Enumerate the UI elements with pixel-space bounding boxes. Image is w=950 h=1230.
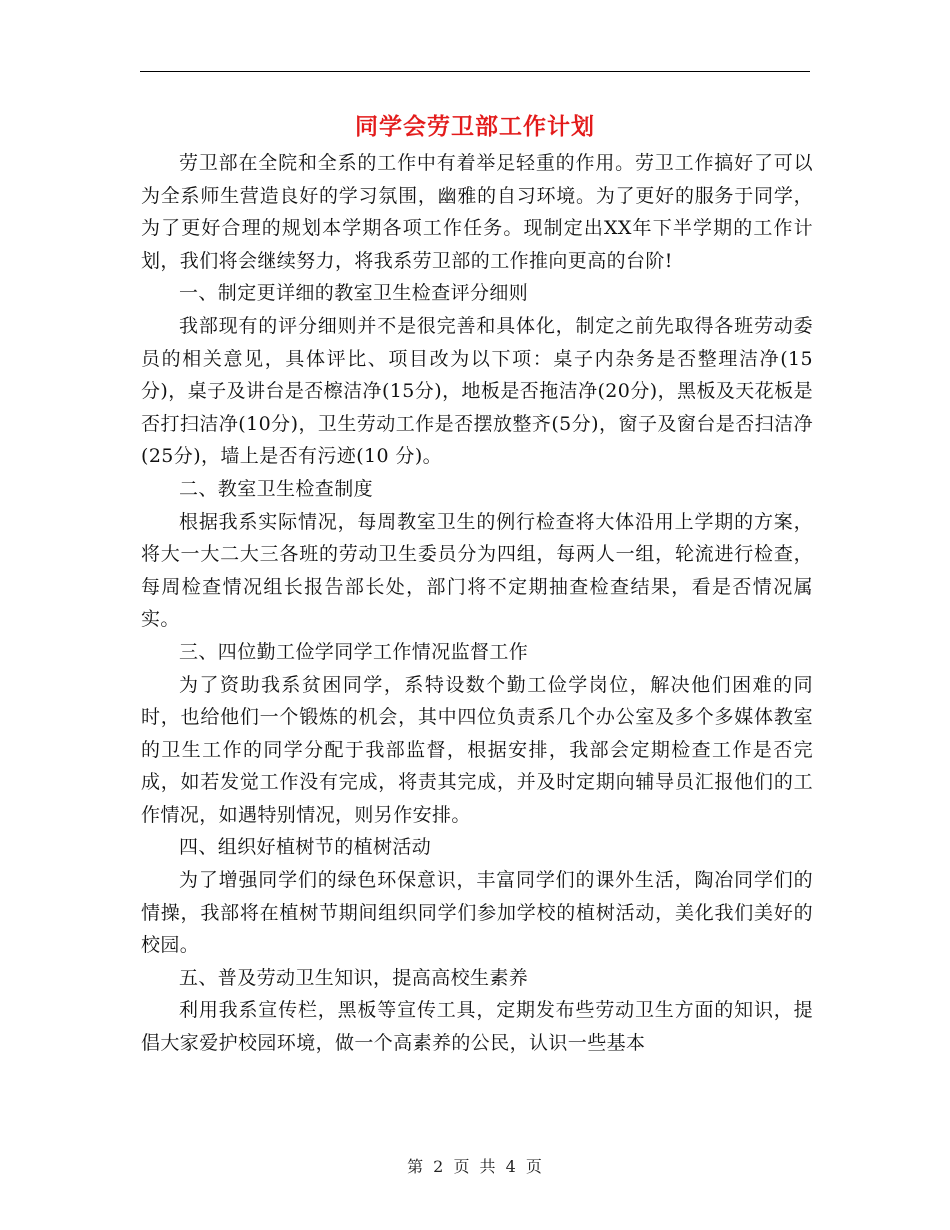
section-heading-4: 四、组织好植树节的植树活动 <box>179 836 432 859</box>
section-paragraph-1: 我部现有的评分细则并不是很完善和具体化，制定之前先取得各班劳动委员的相关意见，具体评比、项目改为以下项：桌子内杂务是否整理洁净(15分)，桌子及讲台是否檫洁净(15分)，地板是否拖洁净(20分)，黑板及天花板是否打扫洁净(10分)，卫生劳动工作是否摆放整齐(5分)，窗子及窗台是否扫洁净(25分)，墙上是否有污迹(10 分)。 <box>141 314 813 468</box>
page-number-footer: 第 2 页 共 4 页 <box>407 1157 543 1176</box>
intro-paragraph: 劳卫部在全院和全系的工作中有着举足轻重的作用。劳卫工作搞好了可以为全系师生营造良好的学习氛围，幽雅的自习环境。为了更好的服务于同学，为了更好合理的规划本学期各项工作任务。现制定出XX年下半学期的工作计划，我们将会继续努力，将我系劳卫部的工作推向更高的台阶! <box>141 152 813 272</box>
section-paragraph-2: 根据我系实际情况，每周教室卫生的例行检查将大体沿用上学期的方案，将大一大二大三各班的劳动卫生委员分为四组，每两人一组，轮流进行检查，每周检查情况组长报告部长处，部门将不定期抽查检查结果，看是否情况属实。 <box>141 510 813 631</box>
section-heading-3: 三、四位勤工俭学同学工作情况监督工作 <box>179 640 529 663</box>
document-title: 同学会劳卫部工作计划 <box>355 113 595 140</box>
section-paragraph-4: 为了增强同学们的绿色环保意识，丰富同学们的课外生活，陶冶同学们的情操，我部将在植树节期间组织同学们参加学校的植树活动，美化我们美好的校园。 <box>141 869 813 957</box>
section-paragraph-5: 利用我系宣传栏，黑板等宣传工具，定期发布些劳动卫生方面的知识，提倡大家爱护校园环境，做一个高素养的公民，认识一些基本 <box>141 999 813 1055</box>
section-heading-1: 一、制定更详细的教室卫生检查评分细则 <box>179 282 529 305</box>
section-paragraph-3: 为了资助我系贫困同学，系特设数个勤工俭学岗位，解决他们困难的同时，也给他们一个锻炼的机会，其中四位负责系几个办公室及多个多媒体教室的卫生工作的同学分配于我部监督，根据安排，我部会定期检查工作是否完成，如若发觉工作没有完成，将责其完成，并及时定期向辅导员汇报他们的工作情况，如遇特别情况，则另作安排。 <box>141 673 813 826</box>
section-heading-2: 二、教室卫生检查制度 <box>179 477 374 500</box>
section-heading-5: 五、普及劳动卫生知识，提高高校生素养 <box>179 966 529 989</box>
header-rule <box>140 71 810 72</box>
document-body <box>141 147 813 1060</box>
